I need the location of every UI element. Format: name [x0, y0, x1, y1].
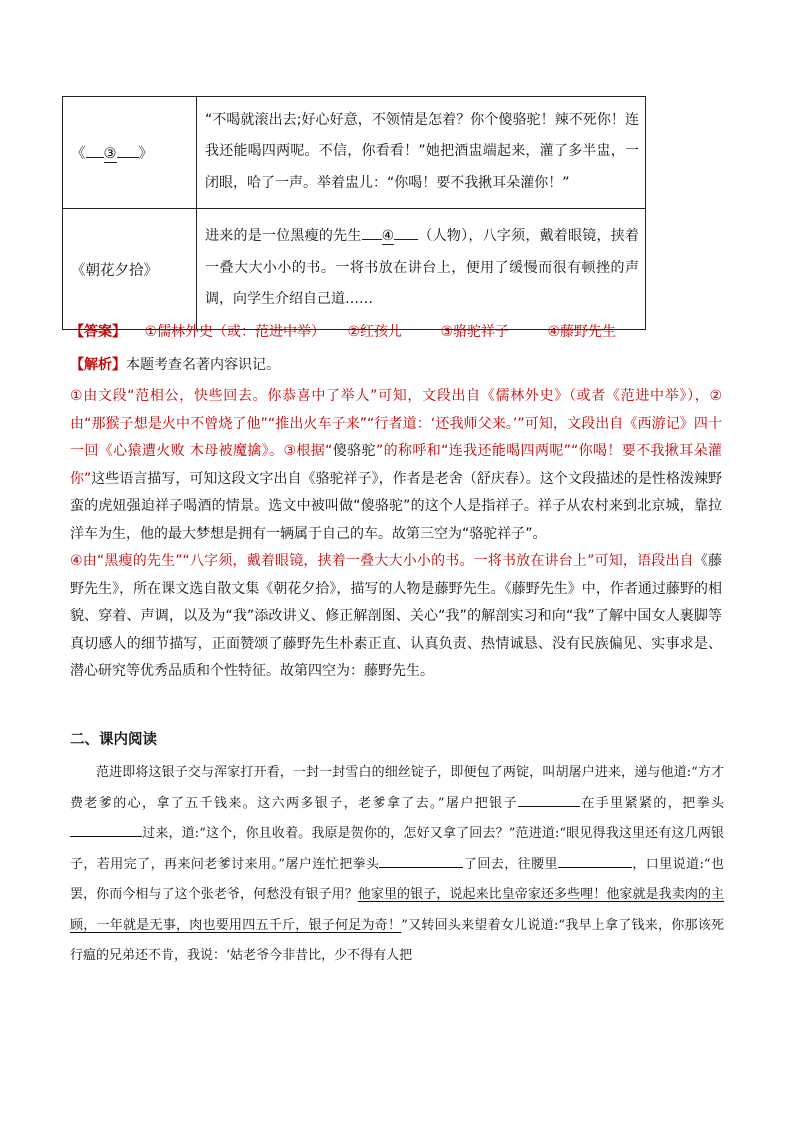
work-title-blank: ③	[103, 146, 117, 162]
answer-blank	[379, 853, 463, 868]
excerpt-cell: 进来的是一位黑瘦的先生 ④ （人物），八字须，戴着眼镜，挟着一叠大大小小的书。一将书放在讲台上，便用了缓慢而很有顿挫的声调，向学生介绍自己道……	[197, 209, 646, 330]
character-blank: ④	[381, 228, 395, 245]
reading-passage	[70, 758, 724, 972]
answer-item: ①儒林外史（或：范进中举）	[144, 324, 326, 340]
work-title-cell: 《 ③ 》	[63, 97, 197, 209]
analysis-heading	[70, 354, 280, 376]
answer-item: ②红孩儿	[347, 324, 403, 340]
work-title-blank-left	[86, 157, 104, 158]
analysis-intro: 本题考查名著内容识记。	[126, 357, 280, 373]
work-title: 《朝花夕拾》	[71, 262, 158, 279]
answer-item: ④藤野先生	[547, 324, 617, 340]
answer-tag: 【答案】	[70, 324, 126, 340]
underlined-sentence: 他家里的银子，说起来比皇帝家还多些哩！他家就是我卖肉的主顾，一年就是无事，肉也要用四五千斤，银子何足为奇！	[70, 887, 724, 933]
answer-line	[70, 320, 750, 344]
excerpt-text: “不喝就滚出去;好心好意，不领情是怎着？你个傻骆驼！辣不死你！连我还能喝四两呢。不信，你看看！”她把酒盅端起来，灌了多半盅，一闭眼，哈了一声。举着盅儿：“你喝！要不我揪耳朵灌你！”	[205, 111, 639, 191]
analysis-tag: 【解析】	[70, 357, 126, 373]
excerpt-cell	[197, 97, 646, 209]
answer-item: ③骆驼祥子	[440, 324, 510, 340]
answer-blank	[518, 792, 580, 807]
analysis-body	[70, 383, 722, 686]
table-row	[63, 209, 646, 330]
work-title-cell	[63, 209, 197, 330]
reading-paragraph: 范进即将这银子交与浑家打开看，一封一封雪白的细丝锭子，即便包了两锭，叫胡屠户进来，递与他道:“方才费老爹的心，拿了五千钱来。这六两多银子，老爹拿了去。”屠户把银子 在手里紧紧的，把拳头过来，道:“这个，你且收着。我原是贺你的，怎好又拿了回去？”范进道:“眼见得我这里还有这几两银子，若用完了，再来问老爹讨来用。”屠户连忙把拳头 了回去，往腰里 ，口里说道:“也罢，你而今相与了这个张老爷，何愁没有银子用？他家里的银子，说起来比皇帝家还多些哩！他家就是我卖肉的主顾，一年就是无事，肉也要用四五千斤，银子何足为奇！”又转回头来望着女儿说道:“我早上拿了钱来，你那该死行瘟的兄弟还不肯，我说：‘姑老爷今非昔比，少不得有人把	[70, 765, 724, 963]
analysis-paragraph: ①由文段“范相公，快些回去。你恭喜中了举人”可知，文段出自《儒林外史》（或者《范进中举》），②由“那猴子想是火中不曾烧了他”“推出火车子来”“行者道：‘还我师父来。’”可知，文段出自《西游记》四十一回《心猿遭火败 木母被魔擒》。③根据“傻骆驼”的称呼和“连我还能喝四两呢”“你喝！要不我揪耳朵灌你”这些语言描写，可知这段文字出自《骆驼祥子》，作者是老舍（舒庆春）。这个文段描述的是性格泼辣野蛮的虎妞强迫祥子喝酒的情景。选文中被叫做“傻骆驼”的这个人是指祥子。祥子从农村来到北京城，靠拉洋车为生，他的最大梦想是拥有一辆属于自己的车。故第三空为“骆驼祥子”。	[70, 388, 722, 542]
answer-blank	[558, 853, 632, 868]
section-title: 二、课内阅读	[70, 732, 157, 748]
work-title-blank-right	[117, 157, 139, 158]
table-row	[63, 97, 646, 209]
answer-blank	[70, 822, 142, 837]
literature-table	[62, 96, 646, 330]
analysis-paragraph: ④由“黑瘦的先生”“八字须，戴着眼镜，挟着一叠大大小小的书。一将书放在讲台上”可知，语段出自《藤野先生》，所在课文选自散文集《朝花夕拾》，描写的人物是藤野先生。《藤野先生》中，作者通过藤野的相貌、穿着、声调，以及为“我”添改讲义、修正解剖图、关心“我”的解剖实习和向“我”了解中国女人裹脚等真切感人的细节描写，正面赞颂了藤野先生朴素正直、认真负责、热情诚恳、没有民族偏见、实事求是、潜心研究等优秀品质和个性特征。故第四空为：藤野先生。	[70, 553, 723, 679]
